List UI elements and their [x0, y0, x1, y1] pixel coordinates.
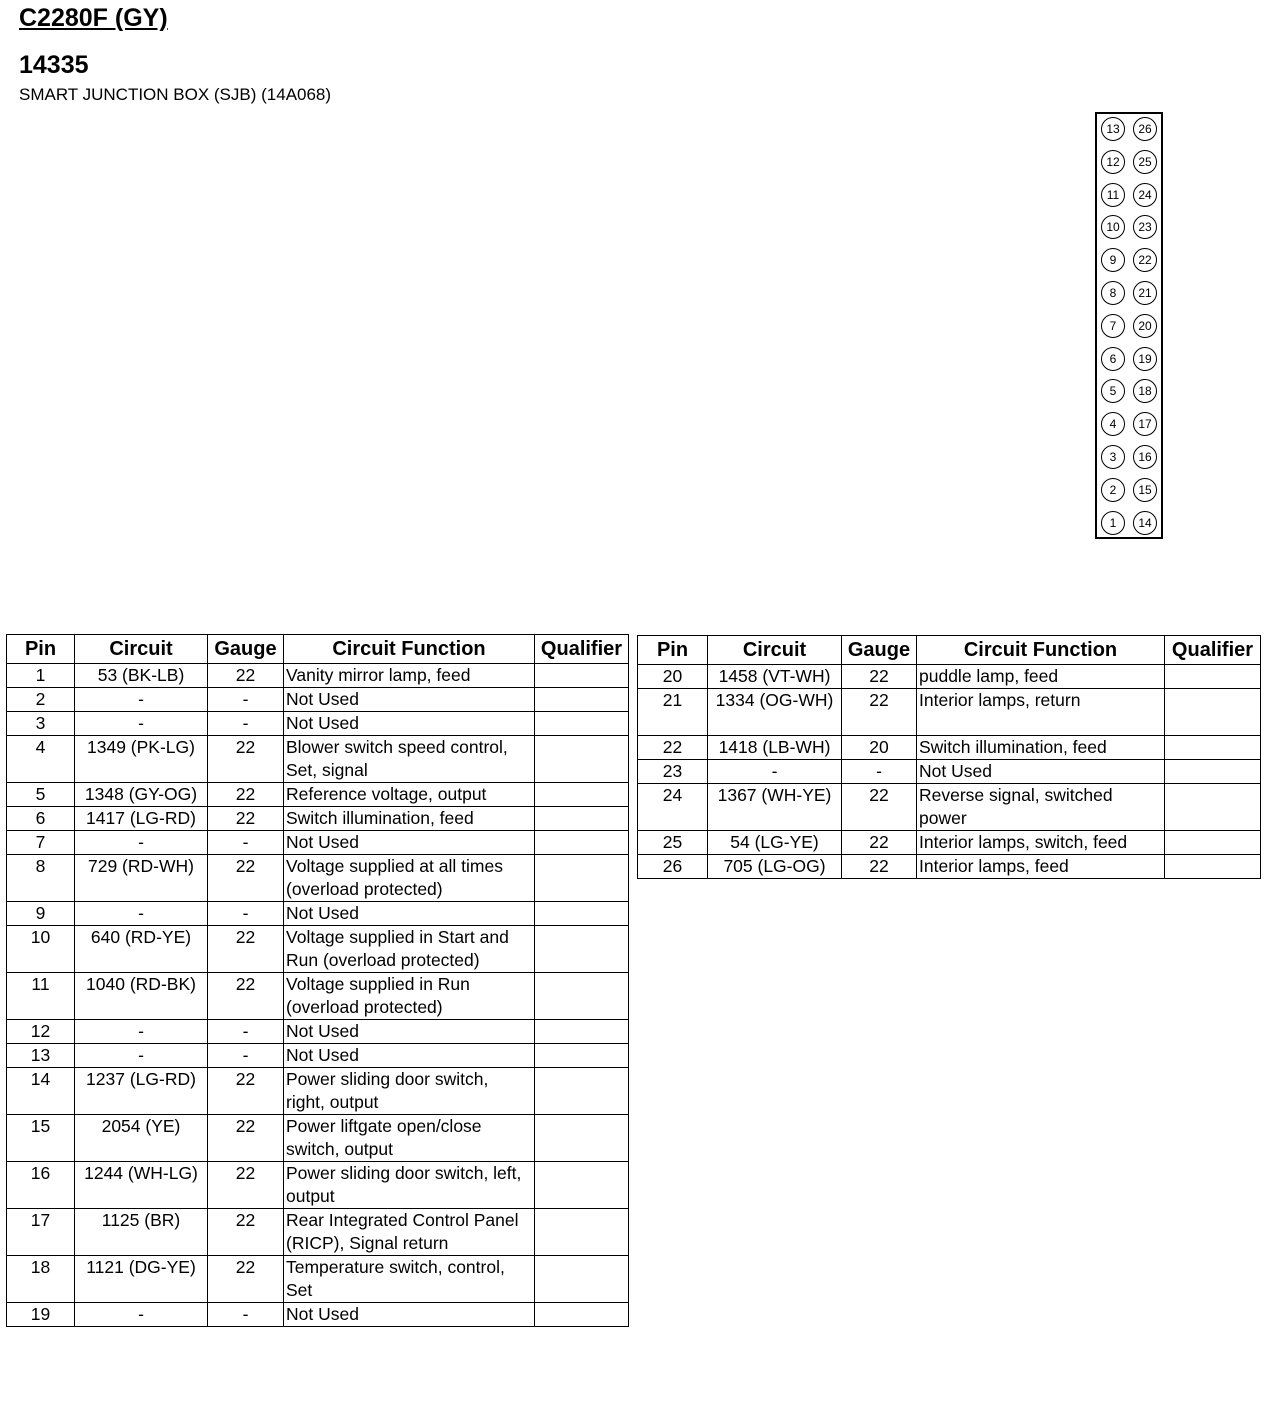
gauge-cell: - — [208, 1020, 284, 1044]
header-circuit-function: Circuit Function — [284, 635, 535, 664]
header-qualifier: Qualifier — [1165, 636, 1261, 665]
circuit-function-cell: puddle lamp, feed — [917, 665, 1165, 689]
pin-cell: 12 — [7, 1020, 75, 1044]
pin-cell: 8 — [7, 855, 75, 902]
circuit-cell: 640 (RD-YE) — [75, 926, 208, 973]
circuit-function-cell: Not Used — [284, 688, 535, 712]
pin-circle: 20 — [1133, 314, 1157, 338]
pin-circle: 7 — [1101, 314, 1125, 338]
table-row — [7, 712, 629, 736]
circuit-cell: 1348 (GY-OG) — [75, 783, 208, 807]
table-row — [638, 689, 1261, 736]
pin-cell: 14 — [7, 1068, 75, 1115]
circuit-cell: 1417 (LG-RD) — [75, 807, 208, 831]
qualifier-cell — [535, 736, 629, 783]
pin-cell: 9 — [7, 902, 75, 926]
qualifier-cell — [535, 688, 629, 712]
qualifier-cell — [535, 831, 629, 855]
qualifier-cell — [535, 902, 629, 926]
table-row — [7, 902, 629, 926]
gauge-cell: 22 — [208, 855, 284, 902]
pin-circle: 21 — [1133, 281, 1157, 305]
circuit-function-cell: Voltage supplied in Start and Run (overload protected) — [284, 926, 535, 973]
table-row — [638, 784, 1261, 831]
qualifier-cell — [535, 1020, 629, 1044]
pin-cell: 13 — [7, 1044, 75, 1068]
pin-circle: 25 — [1133, 150, 1157, 174]
table-row — [7, 1068, 629, 1115]
table-row — [7, 926, 629, 973]
pin-cell: 21 — [638, 689, 708, 736]
table-row — [638, 855, 1261, 879]
pin-cell: 23 — [638, 760, 708, 784]
circuit-function-cell: Reference voltage, output — [284, 783, 535, 807]
pin-circle: 14 — [1133, 511, 1157, 535]
circuit-function-cell: Not Used — [284, 1044, 535, 1068]
header-circuit: Circuit — [708, 636, 842, 665]
pin-cell: 15 — [7, 1115, 75, 1162]
pin-cell: 10 — [7, 926, 75, 973]
gauge-cell: - — [208, 1303, 284, 1327]
pin-circle: 23 — [1133, 215, 1157, 239]
circuit-function-cell: Not Used — [284, 1020, 535, 1044]
circuit-function-cell: Not Used — [284, 712, 535, 736]
pin-circle: 17 — [1133, 412, 1157, 436]
part-number: 14335 — [19, 51, 89, 79]
gauge-cell: - — [208, 831, 284, 855]
pin-cell: 19 — [7, 1303, 75, 1327]
circuit-function-cell: Interior lamps, return — [917, 689, 1165, 736]
table-row — [638, 665, 1261, 689]
table-row — [7, 664, 629, 688]
gauge-cell: 20 — [842, 736, 917, 760]
table-row — [7, 973, 629, 1020]
qualifier-cell — [535, 1162, 629, 1209]
gauge-cell: 22 — [208, 664, 284, 688]
table-row — [7, 807, 629, 831]
gauge-cell: 22 — [208, 926, 284, 973]
circuit-cell: 53 (BK-LB) — [75, 664, 208, 688]
circuit-function-cell: Reverse signal, switched power — [917, 784, 1165, 831]
table-row — [7, 736, 629, 783]
qualifier-cell — [535, 1256, 629, 1303]
pin-cell: 1 — [7, 664, 75, 688]
gauge-cell: - — [842, 760, 917, 784]
gauge-cell: 22 — [842, 855, 917, 879]
circuit-cell: - — [75, 831, 208, 855]
pin-circle: 1 — [1101, 511, 1125, 535]
pin-circle: 6 — [1101, 347, 1125, 371]
pin-circle: 15 — [1133, 478, 1157, 502]
circuit-function-cell: Switch illumination, feed — [917, 736, 1165, 760]
qualifier-cell — [535, 1115, 629, 1162]
circuit-function-cell: Not Used — [917, 760, 1165, 784]
table-row — [7, 1303, 629, 1327]
pin-circle: 11 — [1101, 183, 1125, 207]
pin-circle: 13 — [1101, 117, 1125, 141]
circuit-function-cell: Power sliding door switch, left, output — [284, 1162, 535, 1209]
table-row — [7, 1256, 629, 1303]
gauge-cell: 22 — [842, 831, 917, 855]
circuit-cell: - — [75, 712, 208, 736]
circuit-function-cell: Not Used — [284, 902, 535, 926]
table-row — [7, 1162, 629, 1209]
gauge-cell: - — [208, 1044, 284, 1068]
pin-circle: 5 — [1101, 379, 1125, 403]
circuit-function-cell: Rear Integrated Control Panel (RICP), Signal return — [284, 1209, 535, 1256]
circuit-cell: 1418 (LB-WH) — [708, 736, 842, 760]
pin-cell: 22 — [638, 736, 708, 760]
gauge-cell: 22 — [208, 1162, 284, 1209]
gauge-cell: - — [208, 688, 284, 712]
pin-circle: 16 — [1133, 445, 1157, 469]
pin-circle: 19 — [1133, 347, 1157, 371]
header-pin: Pin — [7, 635, 75, 664]
qualifier-cell — [535, 973, 629, 1020]
gauge-cell: - — [208, 902, 284, 926]
pin-cell: 17 — [7, 1209, 75, 1256]
pin-cell: 2 — [7, 688, 75, 712]
gauge-cell: 22 — [208, 1115, 284, 1162]
circuit-cell: - — [75, 688, 208, 712]
circuit-cell: - — [75, 1303, 208, 1327]
pin-cell: 24 — [638, 784, 708, 831]
qualifier-cell — [535, 807, 629, 831]
gauge-cell: 22 — [208, 736, 284, 783]
pin-cell: 4 — [7, 736, 75, 783]
gauge-cell: 22 — [208, 1068, 284, 1115]
qualifier-cell — [535, 1044, 629, 1068]
pin-circle: 2 — [1101, 478, 1125, 502]
pin-circle: 18 — [1133, 379, 1157, 403]
qualifier-cell — [535, 926, 629, 973]
header-pin: Pin — [638, 636, 708, 665]
pin-table-left — [6, 634, 629, 1327]
circuit-function-cell: Voltage supplied at all times (overload protected) — [284, 855, 535, 902]
qualifier-cell — [1165, 784, 1261, 831]
connector-id: C2280F (GY) — [19, 4, 168, 32]
header-gauge: Gauge — [842, 636, 917, 665]
pin-cell: 5 — [7, 783, 75, 807]
circuit-cell: - — [75, 1044, 208, 1068]
circuit-cell: 1349 (PK-LG) — [75, 736, 208, 783]
qualifier-cell — [535, 664, 629, 688]
pin-circle: 8 — [1101, 281, 1125, 305]
circuit-function-cell: Power sliding door switch, right, output — [284, 1068, 535, 1115]
circuit-cell: 1237 (LG-RD) — [75, 1068, 208, 1115]
table-row — [7, 855, 629, 902]
qualifier-cell — [1165, 831, 1261, 855]
qualifier-cell — [1165, 855, 1261, 879]
gauge-cell: 22 — [208, 973, 284, 1020]
gauge-cell: 22 — [208, 807, 284, 831]
circuit-function-cell: Voltage supplied in Run (overload protected) — [284, 973, 535, 1020]
pin-cell: 25 — [638, 831, 708, 855]
gauge-cell: 22 — [208, 1209, 284, 1256]
pin-circle: 12 — [1101, 150, 1125, 174]
circuit-cell: 1121 (DG-YE) — [75, 1256, 208, 1303]
table-row — [7, 688, 629, 712]
header-qualifier: Qualifier — [535, 635, 629, 664]
qualifier-cell — [1165, 689, 1261, 736]
header-circuit-function: Circuit Function — [917, 636, 1165, 665]
circuit-function-cell: Switch illumination, feed — [284, 807, 535, 831]
gauge-cell: 22 — [842, 784, 917, 831]
header-gauge: Gauge — [208, 635, 284, 664]
qualifier-cell — [535, 1209, 629, 1256]
table-row — [7, 831, 629, 855]
pin-cell: 26 — [638, 855, 708, 879]
circuit-function-cell: Blower switch speed control, Set, signal — [284, 736, 535, 783]
circuit-cell: 54 (LG-YE) — [708, 831, 842, 855]
circuit-cell: 1125 (BR) — [75, 1209, 208, 1256]
table-row — [7, 783, 629, 807]
pin-cell: 6 — [7, 807, 75, 831]
circuit-function-cell: Temperature switch, control, Set — [284, 1256, 535, 1303]
pin-cell: 11 — [7, 973, 75, 1020]
table-row — [7, 1044, 629, 1068]
pin-cell: 3 — [7, 712, 75, 736]
pin-cell: 7 — [7, 831, 75, 855]
circuit-cell: 2054 (YE) — [75, 1115, 208, 1162]
circuit-cell: - — [75, 902, 208, 926]
gauge-cell: - — [208, 712, 284, 736]
circuit-function-cell: Interior lamps, feed — [917, 855, 1165, 879]
circuit-cell: 1458 (VT-WH) — [708, 665, 842, 689]
gauge-cell: 22 — [208, 1256, 284, 1303]
circuit-cell: - — [75, 1020, 208, 1044]
pin-circle: 9 — [1101, 248, 1125, 272]
circuit-cell: 705 (LG-OG) — [708, 855, 842, 879]
circuit-cell: 1367 (WH-YE) — [708, 784, 842, 831]
gauge-cell: 22 — [208, 783, 284, 807]
pin-cell: 16 — [7, 1162, 75, 1209]
pin-circle: 3 — [1101, 445, 1125, 469]
pin-circle: 4 — [1101, 412, 1125, 436]
circuit-cell: 1334 (OG-WH) — [708, 689, 842, 736]
circuit-cell: 1040 (RD-BK) — [75, 973, 208, 1020]
pin-circle: 26 — [1133, 117, 1157, 141]
table-row — [638, 831, 1261, 855]
pin-table-right — [637, 635, 1261, 879]
qualifier-cell — [1165, 760, 1261, 784]
pin-circle: 22 — [1133, 248, 1157, 272]
component-description: SMART JUNCTION BOX (SJB) (14A068) — [19, 85, 332, 104]
table-row — [7, 1209, 629, 1256]
table-row — [638, 760, 1261, 784]
table-row — [7, 1115, 629, 1162]
circuit-cell: 1244 (WH-LG) — [75, 1162, 208, 1209]
qualifier-cell — [535, 855, 629, 902]
qualifier-cell — [1165, 736, 1261, 760]
qualifier-cell — [535, 1068, 629, 1115]
circuit-function-cell: Not Used — [284, 1303, 535, 1327]
pin-circle: 24 — [1133, 183, 1157, 207]
circuit-function-cell: Interior lamps, switch, feed — [917, 831, 1165, 855]
pin-circle: 10 — [1101, 215, 1125, 239]
circuit-function-cell: Power liftgate open/close switch, output — [284, 1115, 535, 1162]
table-row — [7, 1020, 629, 1044]
qualifier-cell — [535, 1303, 629, 1327]
connector-pinout-diagram — [1095, 112, 1163, 539]
pin-cell: 18 — [7, 1256, 75, 1303]
gauge-cell: 22 — [842, 689, 917, 736]
table-row — [638, 736, 1261, 760]
qualifier-cell — [535, 783, 629, 807]
qualifier-cell — [535, 712, 629, 736]
circuit-cell: 729 (RD-WH) — [75, 855, 208, 902]
gauge-cell: 22 — [842, 665, 917, 689]
qualifier-cell — [1165, 665, 1261, 689]
circuit-function-cell: Vanity mirror lamp, feed — [284, 664, 535, 688]
pin-cell: 20 — [638, 665, 708, 689]
header-circuit: Circuit — [75, 635, 208, 664]
circuit-function-cell: Not Used — [284, 831, 535, 855]
circuit-cell: - — [708, 760, 842, 784]
